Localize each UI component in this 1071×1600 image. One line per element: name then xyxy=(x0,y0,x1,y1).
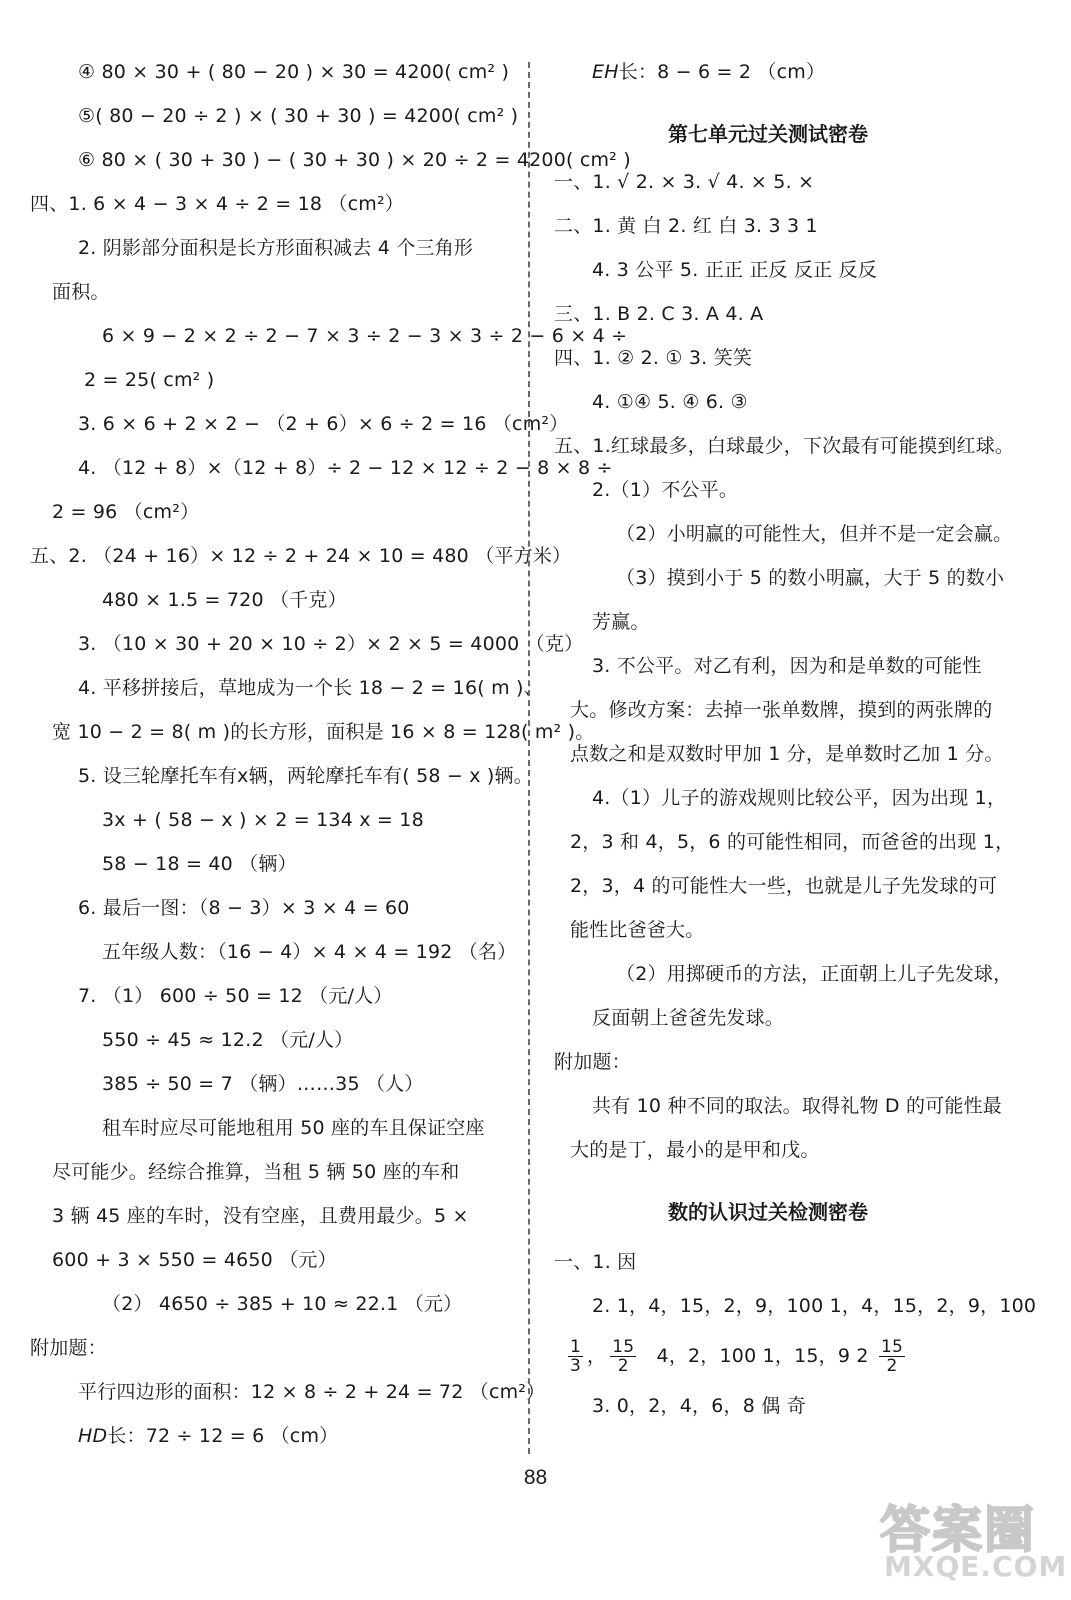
answer-line: 三、1. B 2. C 3. A 4. A xyxy=(554,303,764,325)
answer-line xyxy=(78,1422,338,1450)
answer-line: ④ 80 × 30 + ( 80 − 20 ) × 30 = 4200( cm² ) xyxy=(78,61,510,83)
variable-label: EH xyxy=(592,61,619,83)
watermark-logo xyxy=(880,1490,1068,1590)
answer-line: 共有 10 种不同的取法。取得礼物 D 的可能性最 xyxy=(592,1095,1002,1117)
separator: ， xyxy=(587,1345,607,1367)
answer-line: 4. 3 公平 5. 正正 正反 反正 反反 xyxy=(592,259,878,281)
answer-line: 3 辆 45 座的车时，没有空座，且费用最少。5 × xyxy=(52,1205,469,1227)
answer-line: 3. （10 × 30 + 20 × 10 ÷ 2）× 2 × 5 = 4000 （克） xyxy=(78,633,584,655)
answer-line: ⑤( 80 − 20 ÷ 2 ) × ( 30 + 30 ) = 4200( cm² ) xyxy=(78,105,519,127)
answer-line: 四、1. ② 2. ① 3. 笑笑 xyxy=(554,347,753,369)
bonus-heading: 附加题： xyxy=(30,1337,107,1359)
section-title: 第七单元过关测试密卷 xyxy=(668,122,868,146)
answer-line: 租车时应尽可能地租用 50 座的车且保证空座 xyxy=(102,1117,485,1139)
formula-line: 480 × 1.5 = 720 （千克） xyxy=(102,589,347,611)
answer-line: 2，3，4 的可能性大一些，也就是儿子先发球的可 xyxy=(570,875,998,897)
bonus-heading: 附加题： xyxy=(554,1051,631,1073)
formula-line: 550 ÷ 45 ≈ 12.2 （元/人） xyxy=(102,1029,354,1051)
formula-line: 2 = 25( cm² ) xyxy=(84,369,215,391)
answer-line: 2. 1，4，15，2，9，100 1，4，15，2，9，100 xyxy=(592,1295,1037,1317)
answer-line: 2. 阴影部分面积是长方形面积减去 4 个三角形 xyxy=(78,237,474,259)
answer-line: 5. 设三轮摩托车有x辆，两轮摩托车有( 58 − x )辆。 xyxy=(78,765,533,787)
fraction-answer-line xyxy=(564,1336,909,1376)
fraction-denominator: 2 xyxy=(617,1356,629,1376)
fraction xyxy=(879,1338,905,1375)
answer-line: 3. 6 × 6 + 2 × 2 − （2 + 6）× 6 ÷ 2 = 16 （cm²） xyxy=(78,413,569,435)
answer-line: 4.（1）儿子的游戏规则比较公平，因为出现 1， xyxy=(592,787,1007,809)
formula-line: 6 × 9 − 2 × 2 ÷ 2 − 7 × 3 ÷ 2 − 3 × 3 ÷ 2 − 6 × 4 ÷ xyxy=(102,325,628,347)
answer-line: 五、1.红球最多，白球最少，下次最有可能摸到红球。 xyxy=(554,435,1015,457)
answer-text: 长：8 − 6 = 2 （cm） xyxy=(618,61,826,83)
answer-line: 二、1. 黄 白 2. 红 白 3. 3 3 1 xyxy=(554,215,818,237)
answer-text: 4，2，100 1，15，9 2 xyxy=(656,1345,869,1367)
watermark-text: 答案圈 xyxy=(880,1501,1036,1559)
formula-line: 五年级人数：（16 − 4）× 4 × 4 = 192 （名） xyxy=(102,941,517,963)
answer-line: ⑥ 80 × ( 30 + 30 ) − ( 30 + 30 ) × 20 ÷ 2 = 4200( cm² ) xyxy=(78,149,631,171)
answer-text: 长：72 ÷ 12 = 6 （cm） xyxy=(107,1425,339,1447)
fraction-numerator: 15 xyxy=(612,1337,635,1357)
answer-line: 能性比爸爸大。 xyxy=(570,919,705,941)
answer-line: 3. 不公平。对乙有利，因为和是单数的可能性 xyxy=(592,655,982,677)
formula-line: 3x + ( 58 − x ) × 2 = 134 x = 18 xyxy=(102,809,424,831)
answer-line: （2） 4650 ÷ 385 + 10 ≈ 22.1 （元） xyxy=(102,1293,463,1315)
answer-line: 2，3 和 4，5，6 的可能性相同，而爸爸的出现 1， xyxy=(570,831,1015,853)
section-title: 数的认识过关检测密卷 xyxy=(668,1200,868,1224)
answer-line: 一、1. √ 2. × 3. √ 4. × 5. × xyxy=(554,171,815,193)
page-number: 88 xyxy=(523,1466,548,1489)
answer-line: 一、1. 因 xyxy=(554,1251,637,1273)
answer-line: 尽可能少。经综合推算，当租 5 辆 50 座的车和 xyxy=(52,1161,460,1183)
column-divider xyxy=(528,62,530,1454)
fraction-denominator: 3 xyxy=(570,1356,582,1376)
formula-line: 385 ÷ 50 = 7 （辆）……35 （人） xyxy=(102,1073,424,1095)
answer-line: 大的是丁，最小的是甲和戊。 xyxy=(570,1139,820,1161)
answer-line: （2）小明赢的可能性大，但并不是一定会赢。 xyxy=(616,523,1013,545)
answer-line: 7. （1） 600 ÷ 50 = 12 （元/人） xyxy=(78,985,393,1007)
answer-line: 4. ①④ 5. ④ 6. ③ xyxy=(592,391,748,413)
answer-line: （2）用掷硬币的方法，正面朝上儿子先发球， xyxy=(616,963,1013,985)
fraction-denominator: 2 xyxy=(886,1356,898,1376)
answer-line: 芳赢。 xyxy=(592,611,650,633)
answer-line: 2.（1）不公平。 xyxy=(592,479,739,501)
formula-line: 2 = 96 （cm²） xyxy=(52,501,200,523)
answer-line: 4. （12 + 8）×（12 + 8）÷ 2 − 12 × 12 ÷ 2 − 8 × 8 ÷ xyxy=(78,457,613,479)
variable-label: HD xyxy=(78,1425,108,1447)
formula-line: 58 − 18 = 40 （辆） xyxy=(102,853,297,875)
answer-line: 点数之和是双数时甲加 1 分，是单数时乙加 1 分。 xyxy=(570,743,1004,765)
formula-line: 600 + 3 × 550 = 4650 （元） xyxy=(52,1249,337,1271)
fraction-numerator: 15 xyxy=(880,1337,903,1357)
fraction xyxy=(568,1338,583,1375)
answer-line: 3. 0，2，4，6，8 偶 奇 xyxy=(592,1395,806,1417)
answer-line: 面积。 xyxy=(52,281,110,303)
answer-line: 平行四边形的面积：12 × 8 ÷ 2 + 24 = 72 （cm²） xyxy=(78,1381,546,1403)
fraction xyxy=(610,1338,636,1375)
answer-line: 4. 平移拼接后，草地成为一个长 18 − 2 = 16( m )、 xyxy=(78,677,543,699)
answer-line: 宽 10 − 2 = 8( m )的长方形，面积是 16 × 8 = 128( m² )。 xyxy=(52,721,595,743)
answer-line: 反面朝上爸爸先发球。 xyxy=(592,1007,785,1029)
section-five-line: 五、2. （24 + 16）× 12 ÷ 2 + 24 × 10 = 480 （平方米） xyxy=(30,545,572,567)
answer-line xyxy=(592,58,825,86)
fraction-numerator: 1 xyxy=(570,1337,582,1357)
section-four-line: 四、1. 6 × 4 − 3 × 4 ÷ 2 = 18 （cm²） xyxy=(30,193,404,215)
answer-line: 大。修改方案：去掉一张单数牌，摸到的两张牌的 xyxy=(570,699,993,721)
answer-line: 6. 最后一图：（8 − 3）× 3 × 4 = 60 xyxy=(78,897,410,919)
watermark-url: MXQE.COM xyxy=(884,1550,1068,1583)
answer-line: （3）摸到小于 5 的数小明赢，大于 5 的数小 xyxy=(616,567,1005,589)
